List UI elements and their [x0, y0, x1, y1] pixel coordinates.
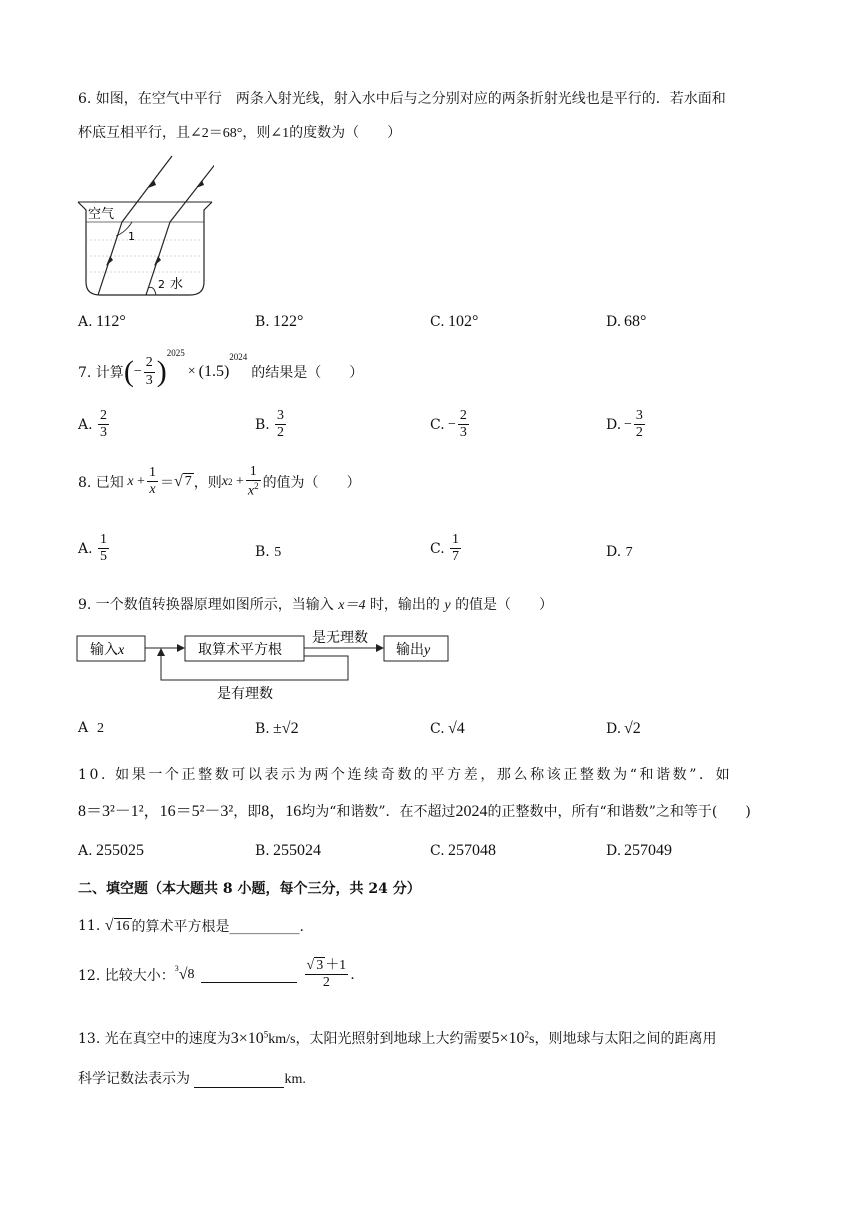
q10-option-a[interactable]: A. 255025 [78, 842, 144, 859]
q6-text-a: 杯底互相平行，且 [78, 125, 190, 141]
q9-option-b[interactable]: B. ±√2 [255, 720, 299, 737]
q7-option-a[interactable]: A. $\frac{2}{3}$ [78, 408, 107, 441]
q10-line2: 8＝3²－1²，16＝5²－3²，即8，16均为“和谐数”．在不超过2024的正整数中，所有“和谐数”之和等于( ) [78, 803, 751, 820]
q13-answer-blank[interactable] [194, 1071, 284, 1088]
flow-process-label: 取算术平方根 [198, 642, 282, 658]
q6-line2 [78, 122, 401, 142]
q9-option-d[interactable]: D. √2 [606, 720, 641, 737]
q10-line1: 10. 如果一个正整数可以表示为两个连续奇数的平方差，那么称该正整数为“和谐数”．如 [78, 767, 733, 783]
q9-option-c[interactable]: C. √4 [430, 720, 465, 737]
flow-irrational-label: 是无理数 [312, 630, 368, 646]
flow-input-label: 输入x [90, 642, 125, 658]
q13-line1: 13. 光在真空中的速度为$3\times 10^5km/s$，太阳光照射到地球上大约需要$5\times 10^2s$，则地球与太阳之间的距离用 [78, 1029, 717, 1047]
q6-option-c[interactable]: C. 102° [430, 313, 479, 330]
flow-rational-label: 是有理数 [217, 686, 273, 702]
q8-option-c[interactable]: C. $\frac{1}{7}$ [430, 532, 459, 565]
q7-option-c[interactable]: C. − $\frac{2}{3}$ [430, 408, 467, 441]
q8-option-a[interactable]: A. $\frac{1}{5}$ [78, 532, 107, 565]
angle1-label: 1 [128, 230, 135, 243]
q7-question: 7. 计算 ( − $\frac{2}{3}$ ) 2025 × (1.5) 2024 的结果是（ ） [78, 348, 364, 388]
q7-option-d[interactable]: D. − $\frac{3}{2}$ [606, 408, 643, 441]
q10-option-b[interactable]: B. 255024 [255, 842, 321, 859]
q6-angle2: ∠2＝68° [190, 126, 243, 141]
q7-fraction: $\frac{2}{3}$ [145, 355, 153, 388]
air-label: 空气 [88, 207, 115, 222]
q6-line1: 6. 如图，在空气中平行 两条入射光线，射入水中后与之分别对应的两条折射光线也是平行的．若水面和 [78, 91, 726, 107]
q10-option-c[interactable]: C. 257048 [430, 842, 496, 859]
flow-output-label: 输出y [396, 642, 431, 658]
q9-flowchart [74, 626, 454, 702]
q13-line2: 科学记数法表示为 km. [78, 1071, 306, 1087]
q8-option-b[interactable]: B. 5 [255, 544, 282, 560]
section-heading: 二、填空题（本大题共 8 小题，每个三分，共 24 分） [78, 881, 421, 897]
q6-beaker-figure [74, 152, 214, 300]
q7-option-b[interactable]: B. $\frac{3}{2}$ [255, 408, 284, 441]
q6-option-d[interactable]: D. 68° [606, 313, 647, 330]
q6-text-c: 的度数为（ ） [289, 125, 402, 141]
q9-option-a[interactable]: A 2 [78, 720, 105, 736]
q6-option-a[interactable]: A. 112° [78, 313, 126, 330]
q6-text-b: ，则 [242, 125, 271, 141]
q11-question: 11. √ 16 的算术平方根是__________. [78, 917, 304, 935]
q9-question: 9. 一个数值转换器原理如图所示，当输入 x＝4 时，输出的 y 的值是（ ） [78, 597, 554, 613]
q8-option-d[interactable]: D. 7 [606, 544, 633, 560]
q6-angle1: ∠1 [270, 126, 290, 141]
q12-question: 12. 比较大小： 3 √ 8 $\frac{√ 3 +1}{2}$ . [78, 958, 355, 991]
q12-answer-blank[interactable] [201, 966, 297, 983]
water-label: 水 [170, 277, 184, 292]
angle2-label: 2 [158, 278, 165, 291]
q6-option-b[interactable]: B. 122° [255, 313, 304, 330]
q8-question: 8. 已知 x + $\frac{1}{x}$ ＝ √ 7 ，则 x 2 + $\frac{1}{x^2}$ 的值为（ ） [78, 464, 361, 499]
q10-option-d[interactable]: D. 257049 [606, 842, 672, 859]
